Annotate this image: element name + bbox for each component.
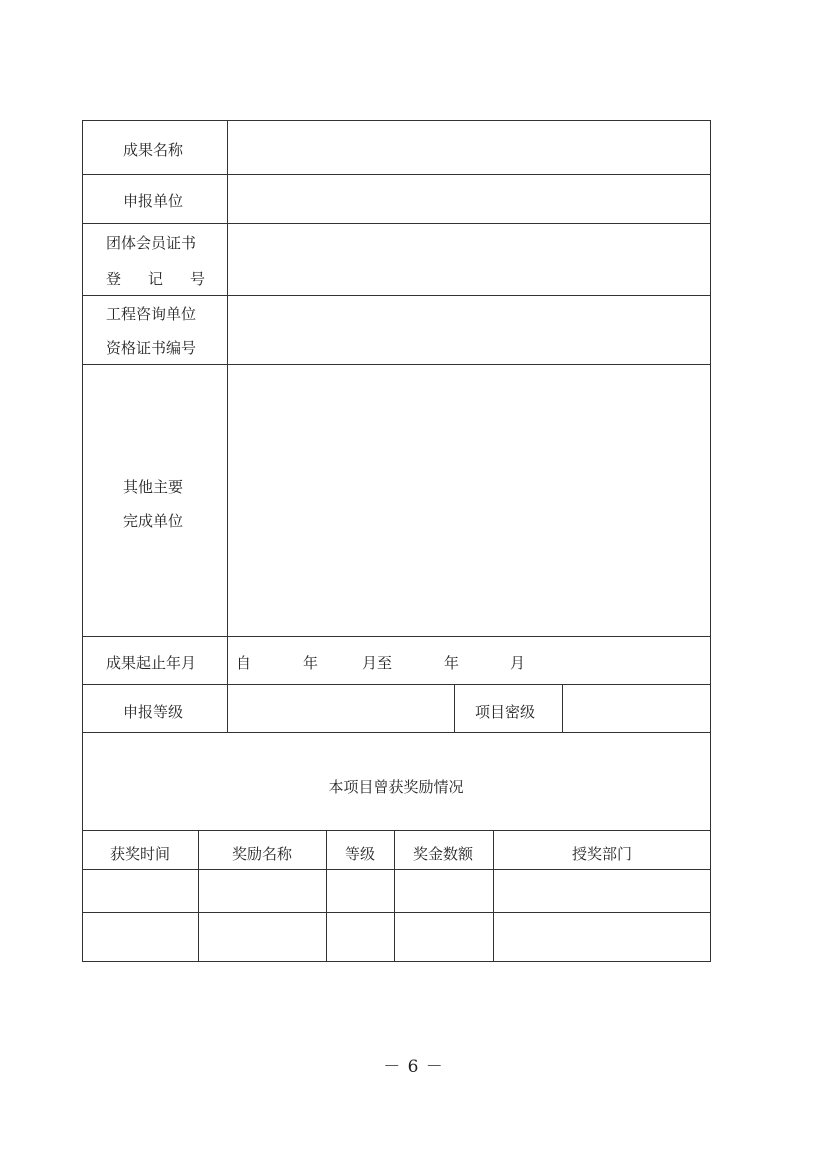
level-input-cell[interactable] <box>227 684 455 733</box>
applicant-unit-label: 申报单位 <box>123 192 184 210</box>
award-grade-header: 等级 <box>344 845 376 863</box>
period-year1-text: 年 <box>303 654 319 672</box>
period-month1-to-text: 月至 <box>362 654 393 672</box>
award-row1-authority-cell[interactable] <box>493 869 711 913</box>
other-units-label-cell <box>82 364 228 637</box>
achievement-name-input-cell[interactable] <box>227 120 711 175</box>
other-units-input-cell[interactable] <box>227 364 711 637</box>
award-amount-header: 奖金数额 <box>412 845 474 863</box>
other-units-label-line1: 其他主要 <box>123 478 184 496</box>
membership-cert-label-char2: 记 <box>148 270 164 288</box>
other-units-label-line2: 完成单位 <box>123 512 184 530</box>
award-row2-grade-cell[interactable] <box>326 912 395 962</box>
period-year2-text: 年 <box>444 654 460 672</box>
award-row1-name-cell[interactable] <box>198 869 327 913</box>
award-row1-grade-cell[interactable] <box>326 869 395 913</box>
level-label: 申报等级 <box>123 703 184 721</box>
award-row2-authority-cell[interactable] <box>493 912 711 962</box>
period-input-cell[interactable] <box>227 636 711 685</box>
period-label: 成果起止年月 <box>106 654 197 672</box>
award-row1-time-cell[interactable] <box>82 869 199 913</box>
achievement-name-label: 成果名称 <box>123 141 184 159</box>
consulting-cert-input-cell[interactable] <box>227 295 711 365</box>
award-time-header: 获奖时间 <box>109 845 171 863</box>
secrecy-input-cell[interactable] <box>562 684 711 733</box>
award-authority-header: 授奖部门 <box>571 845 633 863</box>
page-number: － 6 － <box>383 1057 444 1077</box>
applicant-unit-input-cell[interactable] <box>227 174 711 224</box>
consulting-cert-label-line1: 工程咨询单位 <box>106 305 197 323</box>
awards-section-title: 本项目曾获奖励情况 <box>328 778 464 796</box>
award-row2-amount-cell[interactable] <box>394 912 494 962</box>
secrecy-label: 项目密级 <box>475 703 536 721</box>
membership-cert-input-cell[interactable] <box>227 223 711 296</box>
award-name-header: 奖励名称 <box>231 845 293 863</box>
period-month2-text: 月 <box>510 654 526 672</box>
period-from-text: 自 <box>236 654 252 672</box>
membership-cert-label-char3: 号 <box>190 270 206 288</box>
membership-cert-label-char1: 登 <box>106 270 122 288</box>
membership-cert-label-line1: 团体会员证书 <box>106 234 197 252</box>
award-row2-time-cell[interactable] <box>82 912 199 962</box>
award-row1-amount-cell[interactable] <box>394 869 494 913</box>
award-row2-name-cell[interactable] <box>198 912 327 962</box>
consulting-cert-label-line2: 资格证书编号 <box>106 339 197 357</box>
